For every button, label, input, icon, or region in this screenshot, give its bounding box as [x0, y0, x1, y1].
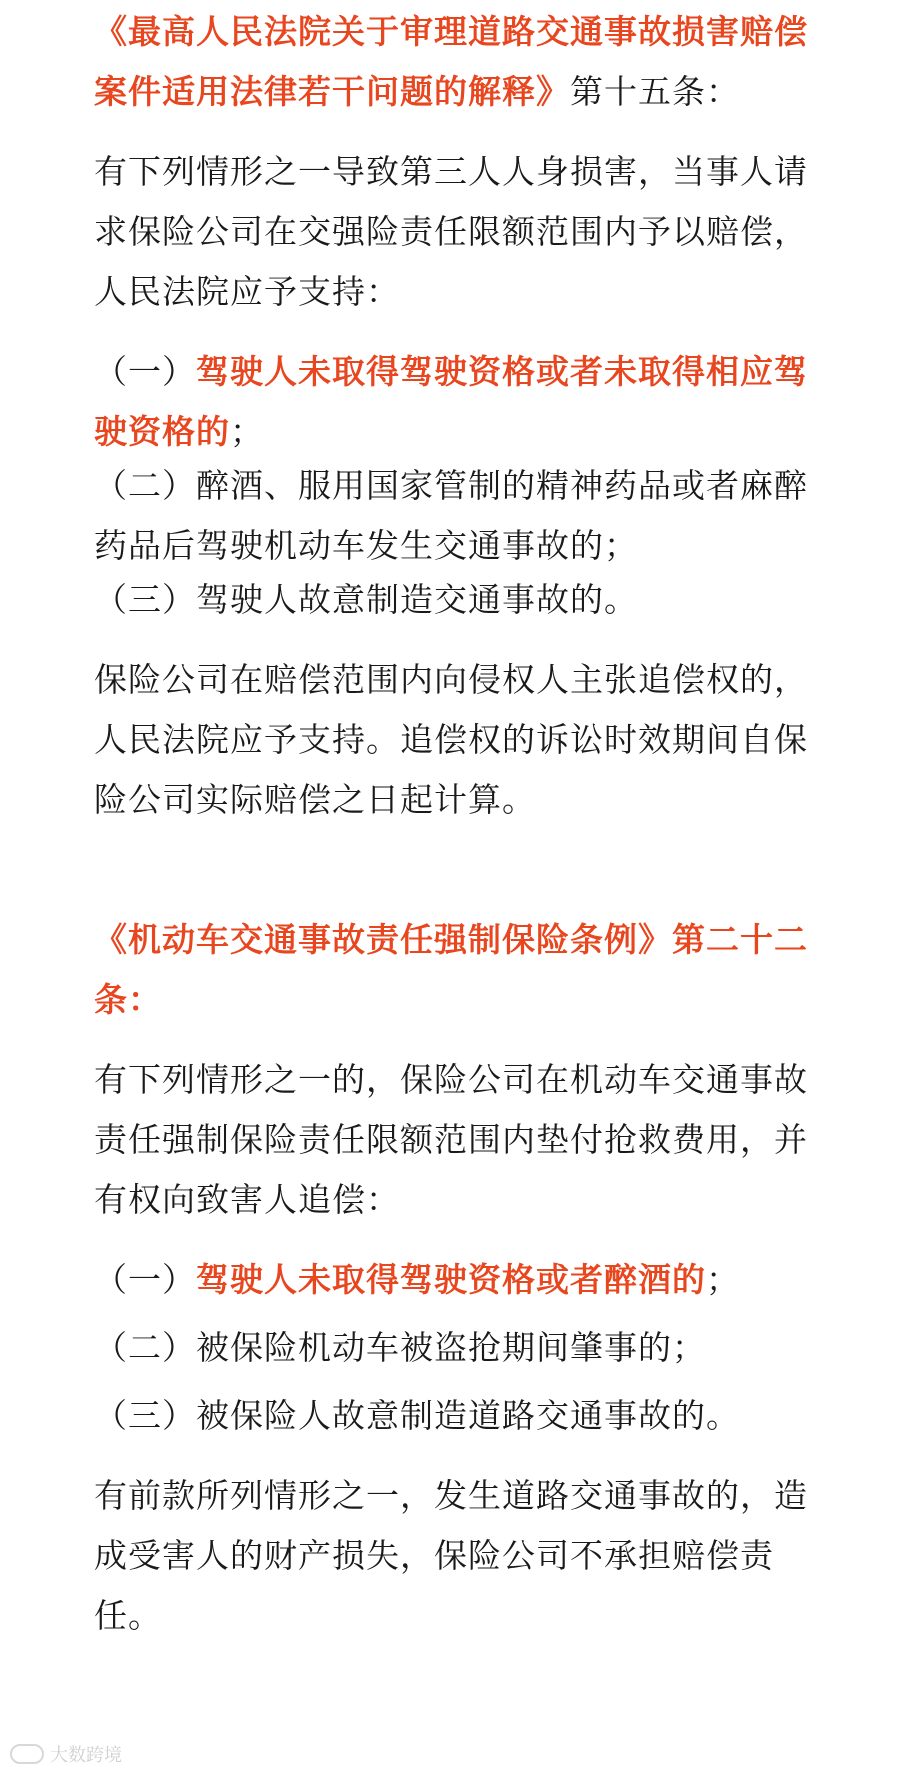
section2-item-1	[94, 1250, 834, 1310]
article-body	[94, 0, 834, 1646]
item-text: 醉酒、服用国家管制的精神药品或者麻醉药品后驾驶机动车发生交通事故的；	[94, 466, 808, 565]
item-prefix: （三）	[94, 1396, 196, 1435]
item-prefix: （三）	[94, 580, 196, 619]
section2-item-3	[94, 1386, 834, 1446]
section2-heading: 《机动车交通事故责任强制保险条例》第二十二条：	[94, 920, 808, 1019]
watermark-logo-icon	[10, 1744, 44, 1764]
item-text: ；	[230, 412, 264, 451]
section1-item-2	[94, 456, 834, 576]
item-text: 被保险人故意制造道路交通事故的。	[196, 1396, 740, 1435]
item-prefix: （一）	[94, 352, 196, 391]
item-highlight: 驾驶人未取得驾驶资格或者醉酒的	[196, 1260, 706, 1299]
watermark-text: 大数跨境	[50, 1745, 122, 1766]
item-text: 驾驶人故意制造交通事故的。	[196, 580, 638, 619]
item-highlight: 驾驶人未取得驾驶资格或者未取得相应驾驶资格的	[94, 352, 808, 451]
section2-item-2	[94, 1318, 834, 1378]
item-prefix: （二）	[94, 466, 196, 505]
item-prefix: （二）	[94, 1328, 196, 1367]
section1-closing: 保险公司在赔偿范围内向侵权人主张追偿权的，人民法院应予支持。追偿权的诉讼时效期间自保险公司实际赔偿之日起计算。	[94, 660, 808, 819]
section1-heading-article: 第十五条：	[570, 72, 740, 111]
section1-item-3	[94, 570, 834, 630]
section1-heading	[94, 2, 834, 122]
section1-item-1	[94, 342, 834, 462]
section1-heading-title: 《最高人民法院关于审理道路交通事故损害赔偿案件适用法律若干问题的解释》	[94, 12, 808, 111]
watermark	[10, 1741, 122, 1767]
section2-closing: 有前款所列情形之一，发生道路交通事故的，造成受害人的财产损失，保险公司不承担赔偿责任。	[94, 1476, 808, 1635]
section1-intro: 有下列情形之一导致第三人人身损害，当事人请求保险公司在交强险责任限额范围内予以赔偿，人民法院应予支持：	[94, 152, 808, 311]
item-prefix: （一）	[94, 1260, 196, 1299]
section2-intro: 有下列情形之一的，保险公司在机动车交通事故责任强制保险责任限额范围内垫付抢救费用，并有权向致害人追偿：	[94, 1060, 808, 1219]
item-text: ；	[706, 1260, 740, 1299]
item-text: 被保险机动车被盗抢期间肇事的；	[196, 1328, 706, 1367]
